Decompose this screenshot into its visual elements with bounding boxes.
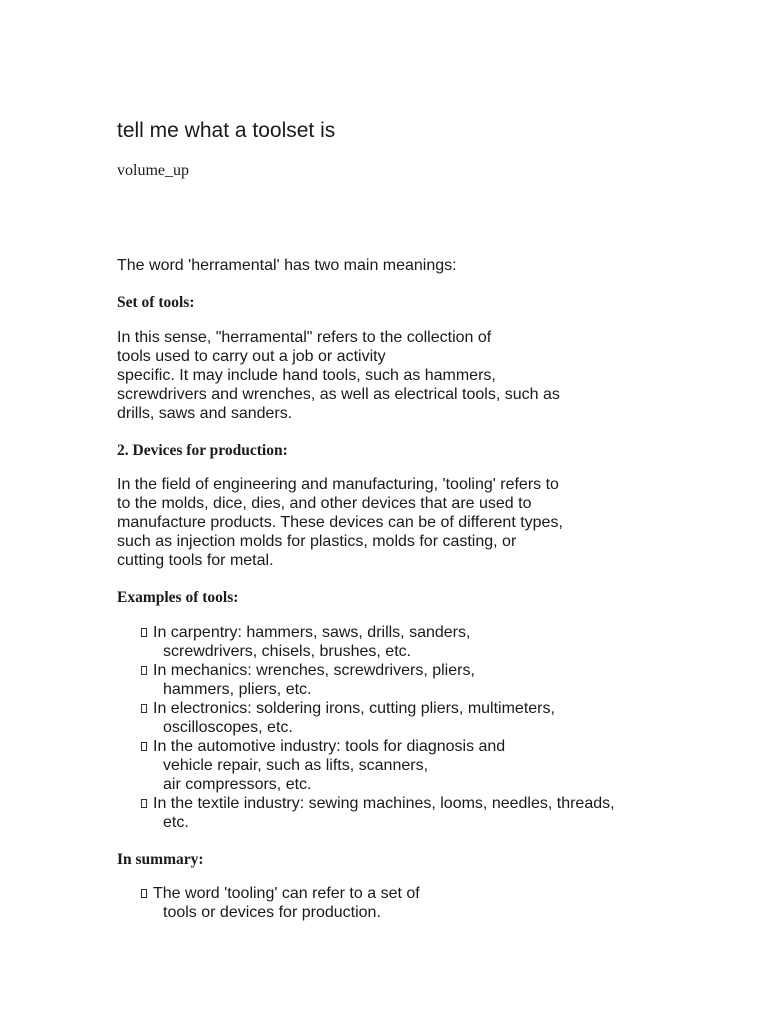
paragraph-line: tools used to carry out a job or activity — [117, 348, 386, 365]
list-item-line: hammers, pliers, etc. — [163, 681, 312, 698]
list-item-line: In mechanics: wrenches, screwdrivers, pliers, — [153, 662, 475, 679]
examples-heading: Examples of tools: — [117, 589, 239, 606]
bullet-icon — [141, 704, 147, 713]
list-item-line: In the textile industry: sewing machines, looms, needles, threads, — [153, 795, 615, 812]
paragraph-line: In the field of engineering and manufacturing, 'tooling' refers to — [117, 476, 559, 493]
paragraph-line: specific. It may include hand tools, such as hammers, — [117, 367, 496, 384]
list-item — [141, 794, 615, 832]
list-item — [141, 699, 615, 737]
list-item-line: oscilloscopes, etc. — [163, 719, 293, 736]
list-item — [141, 737, 615, 794]
bullet-icon — [141, 889, 147, 898]
intro-line: The word 'herramental' has two main meanings: — [117, 257, 457, 274]
list-item-line: tools or devices for production. — [163, 904, 381, 921]
paragraph-line: drills, saws and sanders. — [117, 405, 293, 422]
volume-up-label: volume_up — [117, 162, 189, 179]
bullet-icon — [141, 666, 147, 675]
paragraph-line: screwdrivers and wrenches, as well as electrical tools, such as — [117, 386, 560, 403]
page-title: tell me what a toolset is — [117, 119, 336, 142]
bullet-icon — [141, 799, 147, 808]
list-item-line: In electronics: soldering irons, cutting pliers, multimeters, — [153, 700, 555, 717]
bullet-icon — [141, 742, 147, 751]
list-item — [141, 884, 420, 922]
list-item-line: In the automotive industry: tools for diagnosis and — [153, 738, 506, 755]
list-item-line: etc. — [163, 814, 189, 831]
list-item-line: vehicle repair, such as lifts, scanners, — [163, 757, 429, 774]
paragraph-line: to the molds, dice, dies, and other devices that are used to — [117, 495, 532, 512]
paragraph-line: such as injection molds for plastics, molds for casting, or — [117, 533, 517, 550]
section2-heading: 2. Devices for production: — [117, 442, 288, 459]
intro-paragraph — [117, 256, 457, 275]
list-item-line: In carpentry: hammers, saws, drills, sanders, — [153, 624, 471, 641]
bullet-icon — [141, 628, 147, 637]
section1-heading: Set of tools: — [117, 294, 195, 311]
summary-heading: In summary: — [117, 851, 204, 868]
list-item — [141, 623, 615, 661]
list-item-line: The word 'tooling' can refer to a set of — [153, 885, 420, 902]
paragraph-line: In this sense, "herramental" refers to the collection of — [117, 329, 492, 346]
list-item-line: air compressors, etc. — [163, 776, 312, 793]
paragraph-line: manufacture products. These devices can be of different types, — [117, 514, 563, 531]
examples-list — [141, 623, 615, 832]
list-item — [141, 661, 615, 699]
section1-paragraph — [117, 328, 560, 423]
paragraph-line: cutting tools for metal. — [117, 552, 274, 569]
section2-paragraph — [117, 475, 563, 570]
list-item-line: screwdrivers, chisels, brushes, etc. — [163, 643, 412, 660]
summary-list — [141, 884, 420, 922]
